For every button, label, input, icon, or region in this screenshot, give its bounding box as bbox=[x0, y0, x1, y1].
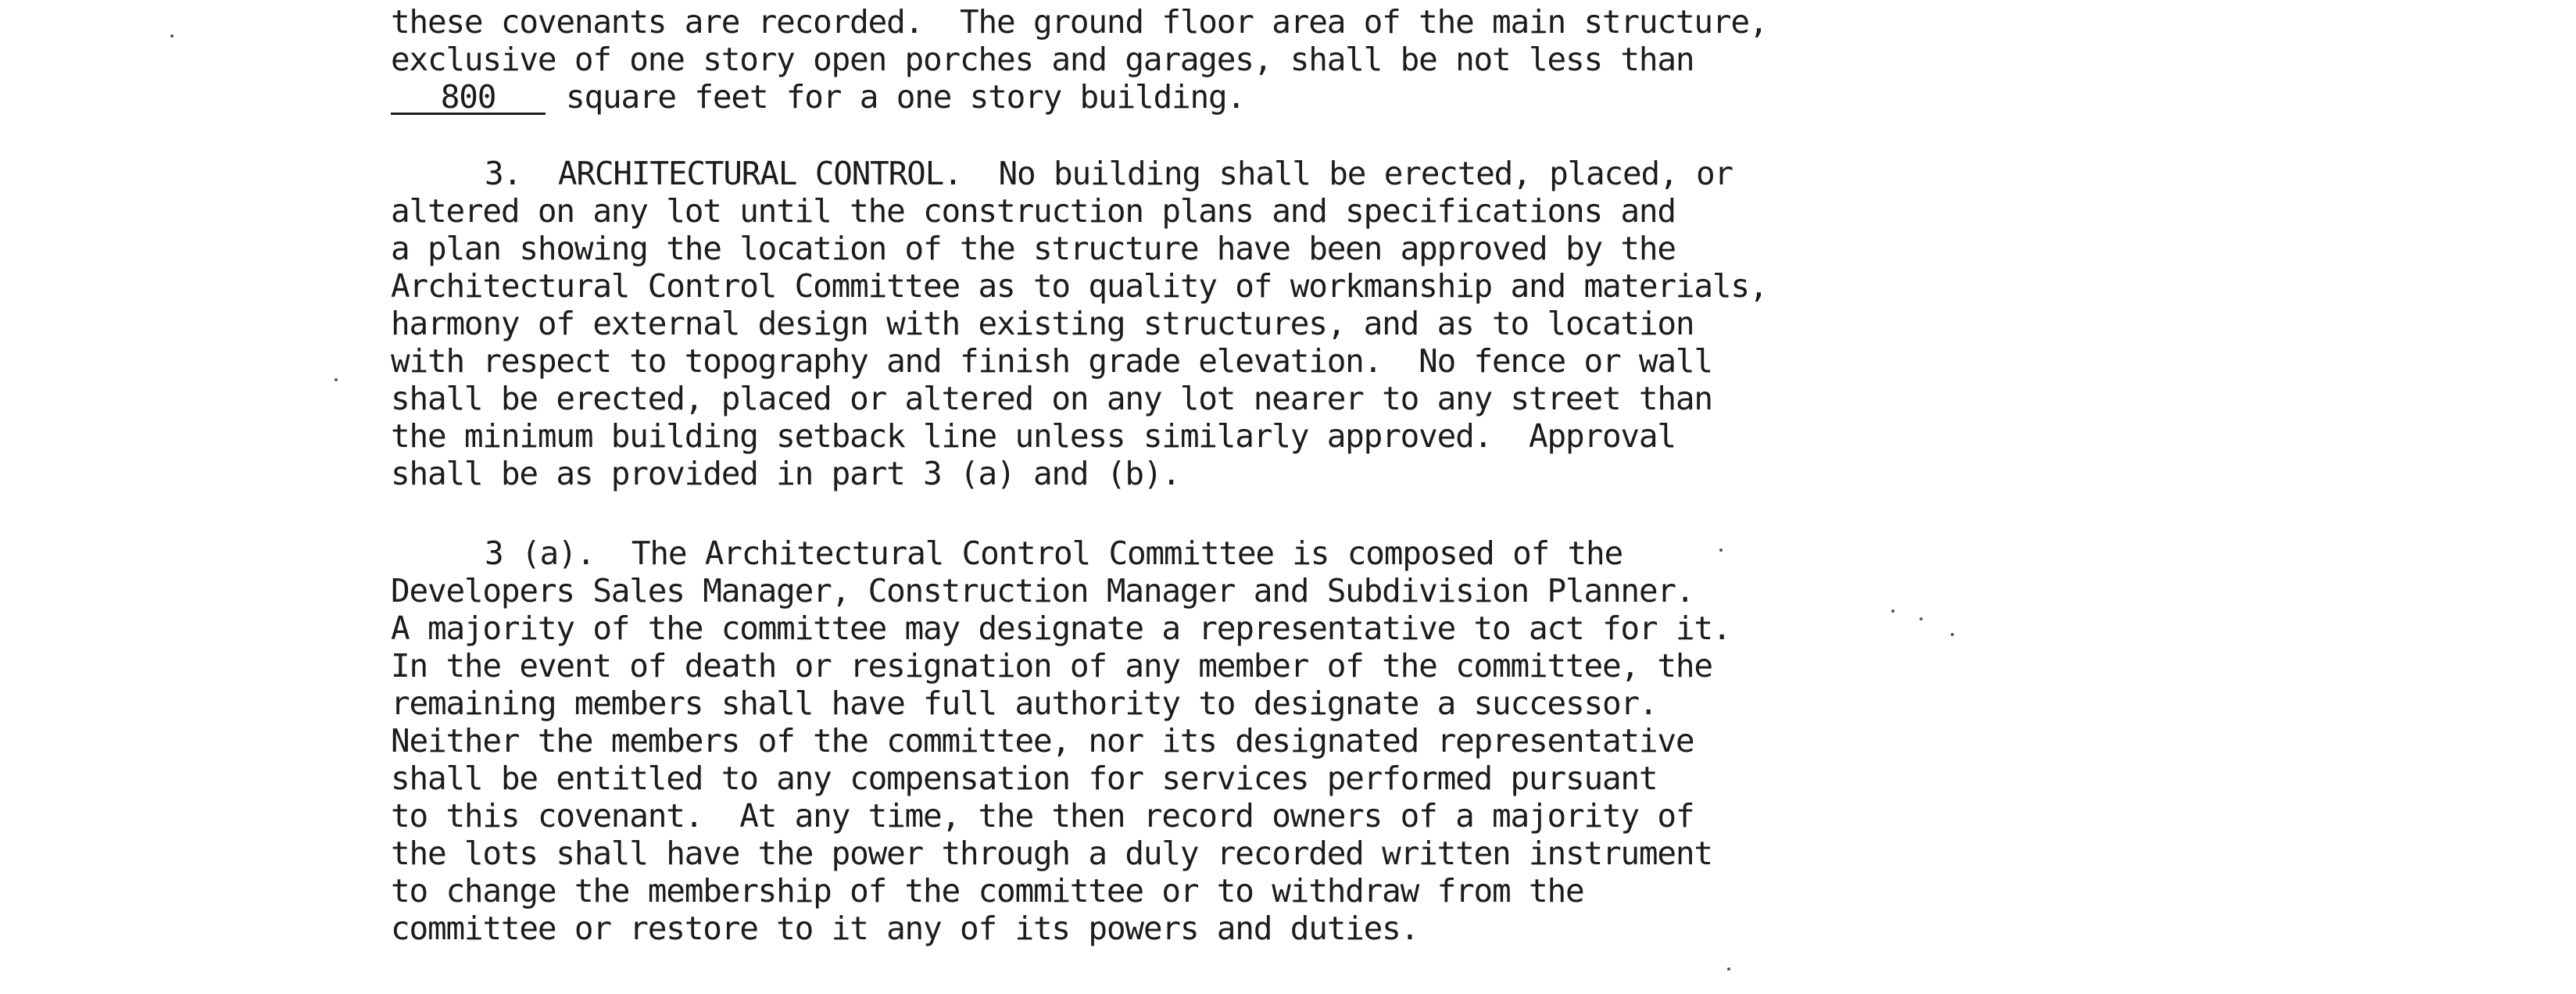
text-line: exclusive of one story open porches and garages, shall be not less than bbox=[391, 41, 1694, 78]
scan-speck bbox=[1951, 633, 1954, 636]
scan-speck bbox=[1727, 967, 1730, 971]
text-line: Architectural Control Committee as to quality of workmanship and materials, bbox=[391, 267, 1768, 305]
text-line: shall be entitled to any compensation for services performed pursuant bbox=[391, 760, 1658, 797]
text-line: Developers Sales Manager, Construction Manager and Subdivision Planner. bbox=[391, 572, 1694, 610]
scan-speck bbox=[1919, 617, 1923, 620]
text-line: shall be erected, placed or altered on any lot nearer to any street than bbox=[391, 380, 1712, 417]
text-line: the minimum building setback line unless similarly approved. Approval bbox=[391, 417, 1676, 455]
min-area-text: square feet for a one story building. bbox=[566, 78, 1245, 116]
text-line: Neither the members of the committee, nor its designated representative bbox=[391, 722, 1694, 760]
scan-speck bbox=[1891, 610, 1894, 613]
text-line: a plan showing the location of the structure have been approved by the bbox=[391, 230, 1676, 267]
text-line: harmony of external design with existing structures, and as to location bbox=[391, 305, 1694, 342]
text-line: committee or restore to it any of its powers and duties. bbox=[391, 910, 1419, 947]
scan-speck bbox=[335, 378, 338, 381]
scan-speck bbox=[1719, 549, 1723, 552]
text-line: the lots shall have the power through a duly recorded written instrument bbox=[391, 835, 1712, 872]
min-area-value: 800 bbox=[391, 81, 546, 115]
min-area-line bbox=[391, 78, 1245, 116]
text-line: to this covenant. At any time, the then record owners of a majority of bbox=[391, 797, 1694, 835]
text-line: to change the membership of the committee or to withdraw from the bbox=[391, 872, 1584, 910]
text-line: altered on any lot until the construction plans and specifications and bbox=[391, 192, 1676, 230]
text-line: with respect to topography and finish grade elevation. No fence or wall bbox=[391, 342, 1712, 380]
text-line: In the event of death or resignation of any member of the committee, the bbox=[391, 647, 1712, 685]
section-3a-heading-line: 3 (a). The Architectural Control Committee is composed of the bbox=[485, 535, 1623, 572]
text-line: A majority of the committee may designate a representative to act for it. bbox=[391, 610, 1731, 647]
text-line: remaining members shall have full authority to designate a successor. bbox=[391, 685, 1658, 722]
text-line: these covenants are recorded. The ground floor area of the main structure, bbox=[391, 3, 1768, 41]
scan-speck bbox=[170, 34, 174, 38]
text-line: shall be as provided in part 3 (a) and (b). bbox=[391, 455, 1180, 492]
section-3-heading-line: 3. ARCHITECTURAL CONTROL. No building shall be erected, placed, or bbox=[485, 155, 1733, 192]
